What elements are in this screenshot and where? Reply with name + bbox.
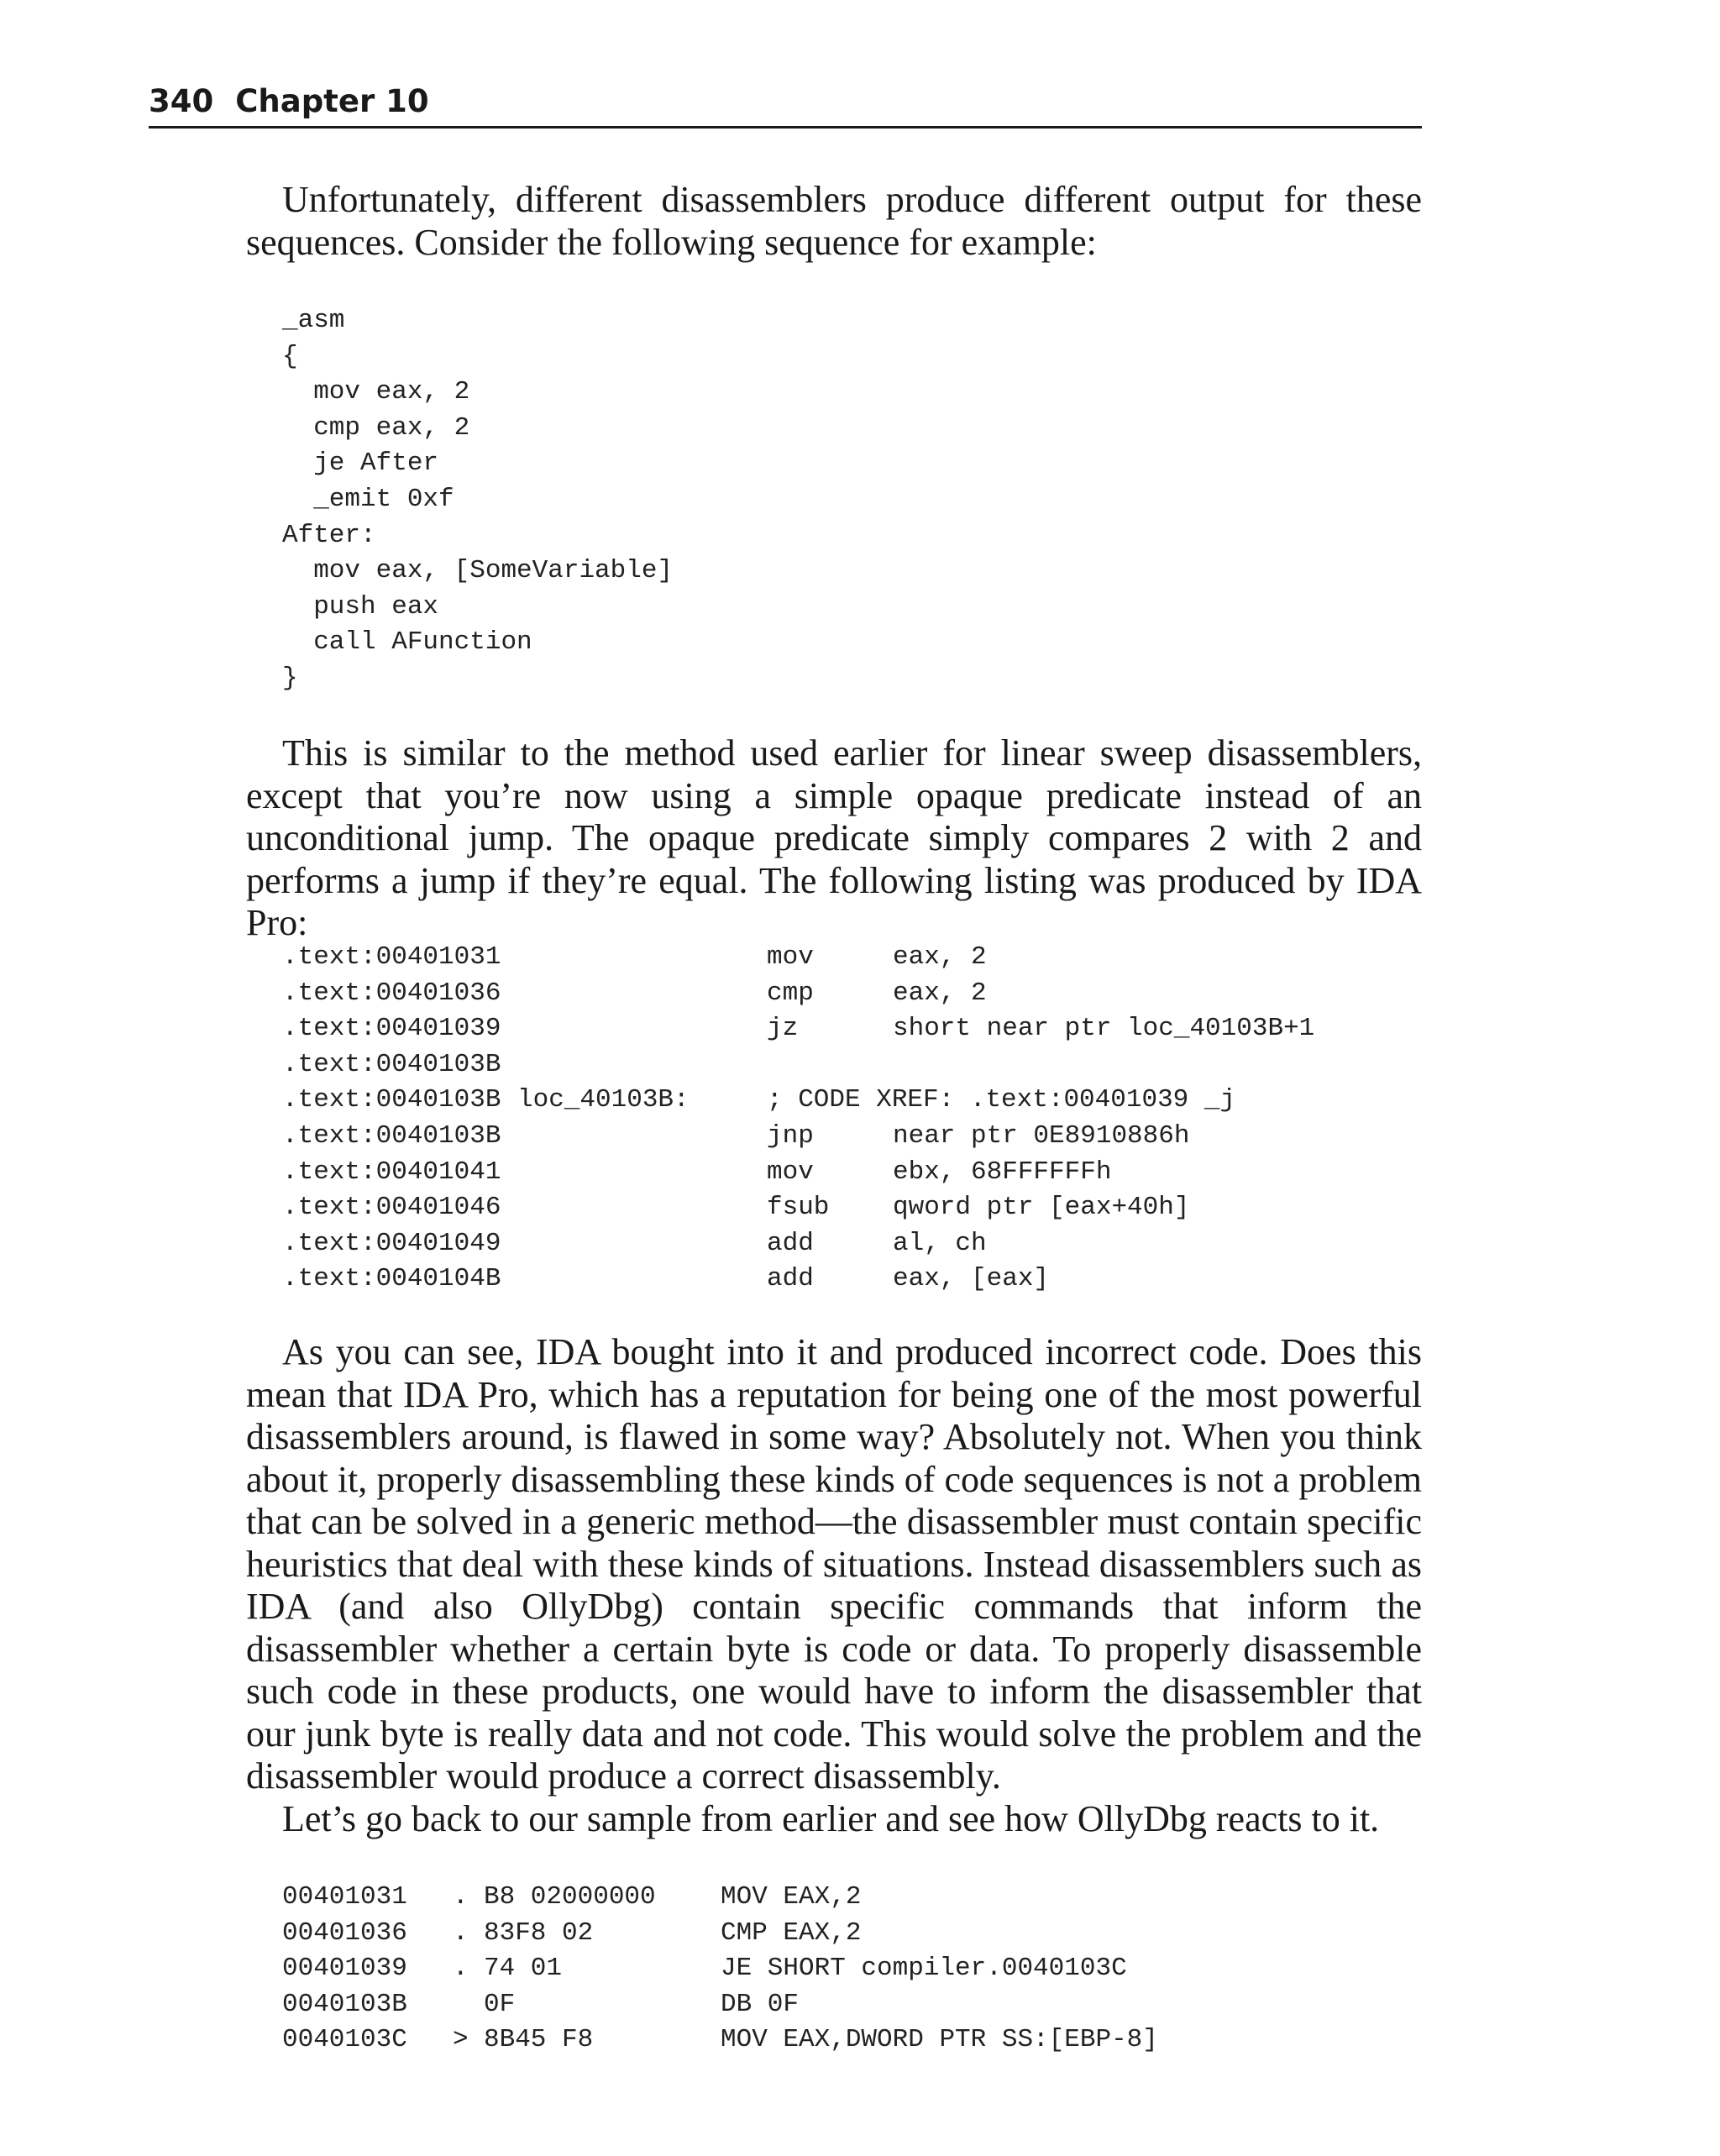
paragraph-text: Let’s go back to our sample from earlier and see how OllyDbg reacts to it. — [282, 1797, 1380, 1839]
olly-listing-row — [282, 1987, 1290, 2023]
ida-ops: eax, [eax] — [893, 1264, 1050, 1294]
ida-addr: .text:0040103B — [282, 1085, 501, 1115]
code-line: } — [282, 663, 298, 693]
ida-mnem: fsub — [767, 1193, 830, 1223]
olly-mark: . — [453, 1882, 469, 1912]
ida-listing-row — [282, 1011, 1374, 1047]
ida-ops: eax, 2 — [893, 978, 987, 1008]
ida-addr: .text:00401049 — [282, 1228, 501, 1258]
ida-addr: .text:00401031 — [282, 942, 501, 972]
paragraph-ida-analysis — [246, 1331, 1422, 1840]
running-header — [149, 82, 1422, 129]
ida-ops: ebx, 68FFFFFFh — [893, 1157, 1112, 1187]
chapter-title: Chapter 10 — [235, 83, 429, 119]
ida-listing-row — [282, 976, 1374, 1012]
page-number: 340 — [149, 83, 214, 119]
olly-instr: MOV EAX,2 — [721, 1882, 862, 1912]
paragraph-text: This is similar to the method used earlier for linear sweep disassemblers, except that you’re now using a simple opaque predicate instead of an unconditional jump. The opaque predicate simply compares 2 with 2 and performs a jump if they’re equal. The following listing was produced by IDA Pro: — [246, 732, 1422, 943]
ida-mnem: add — [767, 1228, 814, 1258]
olly-addr: 00401031 — [282, 1882, 407, 1912]
code-line: cmp eax, 2 — [282, 412, 470, 443]
olly-mark: . — [453, 1917, 469, 1948]
ida-addr: .text:0040103B — [282, 1049, 501, 1079]
olly-listing-row — [282, 1916, 1290, 1952]
paragraph-opaque-predicate — [246, 732, 1422, 945]
ida-listing-row — [282, 1226, 1374, 1262]
ida-addr: .text:00401039 — [282, 1014, 501, 1044]
ida-mnem: jnp — [767, 1120, 814, 1151]
asm-code-block — [282, 303, 673, 697]
paragraph-text: As you can see, IDA bought into it and produced incorrect code. Does this mean that IDA Pro, which has a reputation for being one of the most powerful disassemblers around, is flawed in some way? Absolutely not. When you think about it, properly disassembling these kinds of code sequences is not a problem that can be solved in a generic method—the disassembler must contain specific heuristics that deal with these kinds of situations. Instead disassemblers such as IDA (and also OllyDbg) contain specific commands that inform the disassembler whether a certain byte is code or data. To properly disassemble such code in these products, one would have to inform the disassembler that our junk byte is really data and not code. This would solve the problem and the disassembler would produce a correct disassembly. — [246, 1331, 1422, 1797]
ida-mnem: add — [767, 1264, 814, 1294]
code-line: push eax — [282, 591, 439, 622]
ida-ops: al, ch — [893, 1228, 987, 1258]
ida-listing-row — [282, 1190, 1374, 1226]
olly-listing-row — [282, 1880, 1290, 1916]
code-line: { — [282, 341, 298, 371]
ida-mnem: cmp — [767, 978, 814, 1008]
paragraph-intro — [246, 179, 1422, 264]
ida-mnem: jz — [767, 1014, 799, 1044]
olly-addr: 00401036 — [282, 1917, 407, 1948]
olly-instr: DB 0F — [721, 1989, 800, 2019]
ida-label: loc_40103B: — [517, 1085, 690, 1115]
ida-mnem: mov — [767, 942, 814, 972]
code-line: mov eax, [SomeVariable] — [282, 556, 674, 586]
ida-listing-row — [282, 1047, 1374, 1083]
ida-ops: eax, 2 — [893, 942, 987, 972]
ida-addr: .text:0040104B — [282, 1264, 501, 1294]
ida-addr: .text:00401046 — [282, 1193, 501, 1223]
olly-listing-row — [282, 2022, 1290, 2059]
code-line: _emit 0xf — [282, 484, 454, 514]
code-line: je After — [282, 449, 439, 479]
olly-addr: 0040103C — [282, 2025, 407, 2055]
olly-bytes: 74 01 — [484, 1954, 563, 1984]
code-line: After: — [282, 520, 376, 550]
paragraph-text: Unfortunately, different disassemblers produce different output for these sequences. Consider the following sequence for example: — [246, 179, 1422, 263]
olly-addr: 00401039 — [282, 1954, 407, 1984]
code-line: mov eax, 2 — [282, 377, 470, 407]
ida-addr: .text:0040103B — [282, 1120, 501, 1151]
olly-mark: > — [453, 2025, 469, 2055]
ida-ops: qword ptr [eax+40h] — [893, 1193, 1190, 1223]
ida-mnem: mov — [767, 1157, 814, 1187]
ida-listing-row — [282, 1083, 1374, 1119]
olly-bytes: 0F — [484, 1989, 516, 2019]
ida-ops: short near ptr loc_40103B+1 — [893, 1014, 1315, 1044]
ida-mnem: ; CODE XREF: .text:00401039 _j — [767, 1085, 1236, 1115]
ida-ops: near ptr 0E8910886h — [893, 1120, 1190, 1151]
ida-listing-row — [282, 940, 1374, 976]
olly-bytes: 8B45 F8 — [484, 2025, 594, 2055]
olly-instr: MOV EAX,DWORD PTR SS:[EBP-8] — [721, 2025, 1158, 2055]
code-line: call AFunction — [282, 627, 532, 658]
olly-instr: CMP EAX,2 — [721, 1917, 862, 1948]
ida-addr: .text:00401036 — [282, 978, 501, 1008]
ida-listing-row — [282, 1262, 1374, 1298]
olly-bytes: B8 02000000 — [484, 1882, 656, 1912]
ida-listing — [282, 940, 1374, 1298]
ida-listing-row — [282, 1155, 1374, 1191]
ida-addr: .text:00401041 — [282, 1157, 501, 1187]
olly-instr: JE SHORT compiler.0040103C — [721, 1954, 1127, 1984]
olly-mark: . — [453, 1954, 469, 1984]
ida-listing-row — [282, 1119, 1374, 1155]
olly-addr: 0040103B — [282, 1989, 407, 2019]
code-line: _asm — [282, 306, 345, 335]
olly-bytes: 83F8 02 — [484, 1917, 594, 1948]
ollydbg-listing — [282, 1880, 1290, 2059]
olly-listing-row — [282, 1951, 1290, 1987]
